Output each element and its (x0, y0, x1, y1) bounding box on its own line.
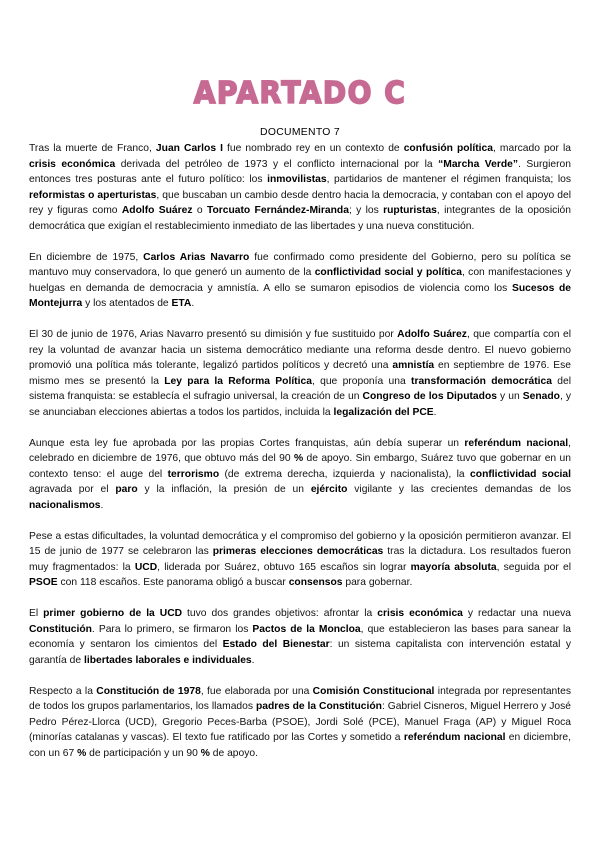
text-run: ; y los (348, 205, 384, 216)
text-run: y la inflación, la presión de un (137, 484, 311, 495)
bold-text: primeras elecciones democráticas (212, 546, 384, 557)
bold-text: conflictividad social (470, 468, 571, 480)
bold-text: legalización del PCE (333, 406, 434, 418)
text-run: , marcado por la (493, 143, 571, 154)
text-run: , partidarios de mantener el régimen franquista; los (326, 174, 572, 185)
bold-text: Carlos Arias Navarro (143, 251, 250, 263)
text-run: de participación y un 90 (86, 747, 201, 759)
bold-text: % (77, 747, 87, 759)
bold-text: nacionalismos (29, 499, 101, 511)
bold-text: paro (115, 484, 138, 495)
text-run: (de extrema derecha, izquierda y nacionalista), la (219, 468, 471, 480)
text-run: , y se anunciaban elecciones abiertas a todos los partidos, incluida la (29, 391, 571, 418)
text-run: El (29, 608, 44, 619)
text-run: de apoyo. (209, 747, 258, 759)
bold-text: transformación democrática (411, 375, 552, 387)
text-run: , celebrado en diciembre de 1976, que obtuvo más del 90 (29, 437, 571, 464)
text-run: , que buscaban un cambio desde dentro hacia la democracia, y contaban con el apoyo del rey y figuras como (29, 189, 571, 216)
text-run: tras la dictadura. Los resultados fueron muy fragmentados: la (29, 546, 571, 573)
text-run: . Para lo primero, se firmaron los (91, 623, 253, 635)
text-run: para gobernar. (342, 577, 413, 588)
bold-text: ejército (310, 484, 348, 495)
bold-text: Adolfo Suárez (121, 205, 193, 216)
text-run: fue nombrado rey en un contexto de (222, 143, 404, 154)
bold-text: Adolfo Suárez (397, 329, 467, 340)
bold-text: libertades laborales e individuales (83, 654, 252, 666)
bold-text: referéndum nacional (464, 437, 569, 449)
bold-text: crisis económica (29, 158, 116, 170)
paragraph-7 (29, 684, 571, 762)
paragraph-2 (29, 250, 571, 312)
document-body (29, 141, 571, 777)
bold-text: ETA (171, 298, 192, 309)
bold-text: Senado (522, 391, 560, 402)
page-title: APARTADO C (193, 74, 407, 111)
bold-text: Juan Carlos I (155, 143, 223, 154)
text-run: integrada por representantes de todos los grupos parlamentarios, los llamados (29, 685, 572, 712)
text-run: Respecto a la (29, 685, 97, 697)
text-run: de apoyo. Sin embargo, Suárez tuvo que gobernar en un contexto tenso: el auge del (29, 453, 571, 480)
text-run: : Gabriel Cisneros, Miguel Herrero y José Pedro Pérez-Llorca (UCD), Gregorio Peces-Barba (PSOE), Jordi Solé (PCE), Manuel Fraga (AP) y Miguel Roca (minorías catalanas y vascas). El texto fue ratificado por las Cortes y sometido a (29, 701, 572, 743)
text-run: . (191, 298, 195, 309)
bold-text: “Marcha Verde” (438, 158, 518, 170)
text-run: con 118 escaños. Este panorama obligó a buscar (57, 577, 289, 588)
text-run: o (192, 205, 207, 216)
bold-text: inmovilistas (267, 174, 327, 185)
bold-text: confusión política (403, 143, 493, 154)
bold-text: Constitución de 1978 (96, 685, 201, 697)
bold-text: Constitución (29, 623, 92, 635)
bold-text: % (200, 747, 210, 759)
bold-text: mayoría absoluta (410, 561, 497, 573)
paragraph-5 (29, 529, 571, 591)
text-run: vigilante y las crecientes demandas de los (347, 484, 571, 495)
bold-text: Torcuato Fernández-Miranda (206, 205, 349, 216)
bold-text: rupturistas (383, 205, 437, 216)
text-run: y los atentados de (82, 298, 172, 309)
bold-text: Sucesos de Montejurra (29, 282, 571, 309)
text-run: derivada del petróleo de 1973 y el conflicto internacional por la (115, 158, 439, 170)
text-run: . (433, 406, 437, 418)
paragraph-3 (29, 327, 571, 420)
text-run: . (100, 499, 104, 511)
text-run: , que establecieron las bases para sanear la economía y sentaron los cimientos del (29, 623, 572, 650)
bold-text: crisis económica (377, 608, 463, 619)
bold-text: referéndum nacional (403, 732, 506, 743)
text-run: , que compartía con el rey la voluntad de avanzar hacia un sistema democrático mediante una reforma desde dentro. El nuevo gobierno promovió una política más tolerante, legalizó partidos políticos y decretó una (29, 329, 571, 371)
text-run: : un sistema capitalista con intervención estatal y garantía de (29, 639, 572, 666)
text-run: en septiembre de 1976. Ese mismo mes se presentó la (29, 360, 571, 387)
bold-text: primer gobierno de la UCD (43, 608, 183, 619)
text-run: , que proponía una (311, 375, 412, 387)
paragraph-1 (29, 141, 571, 234)
text-run: En diciembre de 1975, (29, 251, 144, 263)
bold-text: conflictividad social y política (314, 267, 462, 278)
bold-text: amnistía (392, 360, 435, 371)
bold-text: terrorismo (167, 468, 220, 480)
document-subtitle: DOCUMENTO 7 (260, 127, 340, 138)
text-run: fue confirmado como presidente del Gobierno, pero su política se mantuvo muy conservadora, lo que generó un aumento de la (29, 251, 571, 278)
paragraph-6 (29, 606, 571, 668)
bold-text: PSOE (29, 577, 58, 588)
text-run: tuvo dos grandes objetivos: afrontar la (182, 608, 378, 619)
bold-text: Pactos de la Moncloa (252, 623, 361, 635)
text-run: . Surgieron entonces tres posturas ante el futuro político: los (29, 158, 571, 185)
text-run: Aunque esta ley fue aprobada por las propias Cortes franquistas, aún debía superar un (29, 437, 465, 449)
text-run: , fue elaborada por una (200, 685, 313, 697)
text-run: El 30 de junio de 1976, Arias Navarro presentó su dimisión y fue sustituido por (29, 329, 398, 340)
text-run: en diciembre, con un 67 (29, 732, 571, 759)
text-run: del sistema franquista: se establecía el sufragio universal, la creación de un (29, 375, 571, 402)
text-run: , seguida por el (496, 561, 571, 573)
bold-text: padres de la Constitución (255, 701, 382, 712)
text-run: y redactar una nueva (462, 608, 571, 619)
paragraph-4 (29, 436, 571, 514)
bold-text: Congreso de los Diputados (362, 391, 497, 402)
text-run: agravada por el (29, 484, 116, 495)
bold-text: Ley para la Reforma Política (164, 375, 312, 387)
text-run: Tras la muerte de Franco, (29, 143, 156, 154)
text-run: Pese a estas dificultades, la voluntad democrática y el compromiso del gobierno y la oposición permitieron avanzar. El 15 de junio de 1977 se celebraron las (29, 530, 571, 557)
bold-text: UCD (134, 561, 158, 573)
bold-text: reformistas o aperturistas (29, 189, 157, 201)
text-run: . (251, 654, 255, 666)
text-run: , integrantes de la oposición democrática que exigían el restablecimiento inmediato de las libertades y una nueva constitución. (29, 205, 571, 232)
text-run: y un (496, 391, 523, 402)
bold-text: consensos (288, 577, 343, 588)
bold-text: Comisión Constitucional (312, 685, 435, 697)
bold-text: Estado del Bienestar (222, 639, 330, 650)
text-run: , liderada por Suárez, obtuvo 165 escaños sin lograr (157, 561, 411, 573)
text-run: , con manifestaciones y huelgas en demanda de democracia y amnistía. A ello se sumaron episodios de violencia como los (29, 267, 571, 294)
bold-text: % (293, 453, 304, 464)
